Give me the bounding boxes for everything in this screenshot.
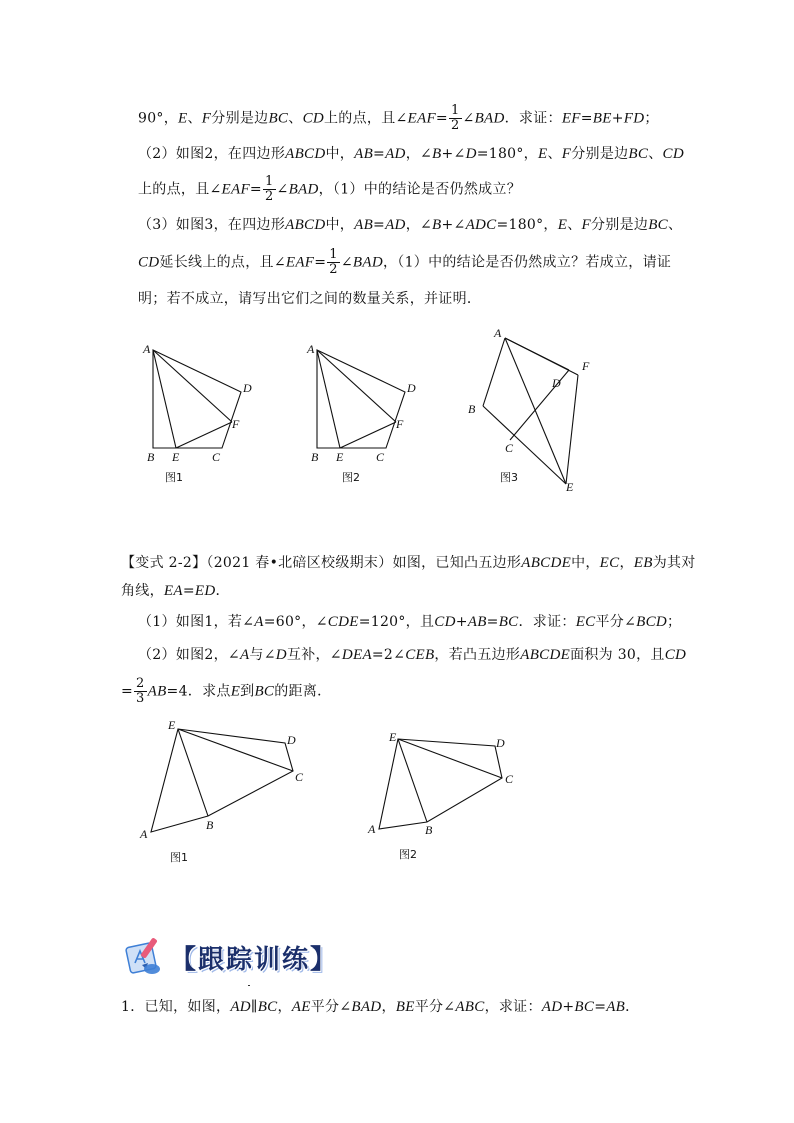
p2-line1: 【变式 2-2】（2021 春•北碚区校级期末）如图，已知凸五边形ABCDE中，EC，EB为其对 [121,555,696,571]
fraction-two-thirds: $\frac{2}{3}$ [136,676,145,706]
section-banner [122,935,339,977]
fig3-label-A: A [494,326,502,340]
fig3-label-B: B [468,402,476,416]
p1-line6: 明；若不成立，请写出它们之间的数量关系，并证明． [138,291,482,307]
fig2-label-F: F [396,417,404,431]
fig4-caption: 图1 [170,851,188,864]
fig4-label-D: D [287,733,296,747]
fig3-label-D: D [552,376,561,390]
fig1-caption: 图1 [165,471,183,484]
fig2-label-E: E [336,450,344,464]
p2-line4: （2）如图2，∠A与∠D互补，∠DEA=2∠CEB，若凸五边形ABCDE面积为 30，且CD [138,647,687,663]
fig4-label-B: B [206,818,214,832]
pencil-notebook-icon [122,935,166,977]
p1-line2: （2）如图2，在四边形ABCD中，AB=AD，∠B+∠D=180°，E、F分别是边BC、CD [138,146,684,162]
p2-line5: = $\frac{2}{3}$ AB=4．求点E到BC的距离． [121,676,332,706]
p1-line5: CD延长线上的点，且∠EAF= $\frac{1}{2}$ ∠BAD，（1）中的结论是否仍然成立？若成立，请证 [138,247,672,277]
p2-line3: （1）如图1，若∠A=60°，∠CDE=120°，且CD+AB=BC．求证：EC平分∠BCD； [138,614,682,630]
fig5-label-C: C [505,772,514,786]
fraction-half: $\frac{1}{2}$ [264,174,274,204]
p3-line1: 1．已知，如图，AD∥BC，AE平分∠BAD，BE平分∠ABC，求证：AD+BC=AB． [121,999,640,1015]
fig3-label-E: E [566,480,574,494]
fig5-label-E: E [389,730,397,744]
fig1-label-A: A [143,342,151,356]
fig5-label-A: A [368,822,376,836]
p1-line1: 90°，E、F分别是边BC、CD上的点，且∠EAF= $\frac{1}{2}$ ∠BAD．求证：EF=BE+FD； [138,103,659,133]
fig5-label-D: D [496,736,505,750]
fig5-label-B: B [425,823,433,837]
fig4-label-E: E [168,718,176,732]
fig2-label-D: D [407,381,416,395]
fig2-caption: 图2 [342,471,360,484]
fig3-label-F: F [582,359,590,373]
fig1-label-B: B [147,450,155,464]
fig3-caption: 图3 [500,471,518,484]
fraction-half: $\frac{1}{2}$ [450,103,460,133]
fig2-label-B: B [311,450,319,464]
fig4-label-C: C [295,770,304,784]
p1-line4: （3）如图3，在四边形ABCD中，AB=AD，∠B+∠ADC=180°，E、F分别是边BC、 [138,217,683,233]
fraction-half: $\frac{1}{2}$ [329,247,338,277]
small-dash [248,985,250,986]
fig4-label-A: A [140,827,148,841]
fig1-label-F: F [232,417,240,431]
p1-line3: 上的点，且∠EAF= $\frac{1}{2}$ ∠BAD，（1）中的结论是否仍然成立？ [138,174,522,204]
fig2-label-C: C [376,450,385,464]
fig1-label-C: C [212,450,221,464]
fig5-caption: 图2 [399,848,417,861]
section-title: 【跟踪训练】 [170,945,339,975]
p2-line2: 角线，EA=ED． [121,583,230,599]
fig2-label-A: A [307,342,315,356]
fig3-label-C: C [505,441,514,455]
fig1-label-D: D [243,381,252,395]
fig1-label-E: E [172,450,180,464]
